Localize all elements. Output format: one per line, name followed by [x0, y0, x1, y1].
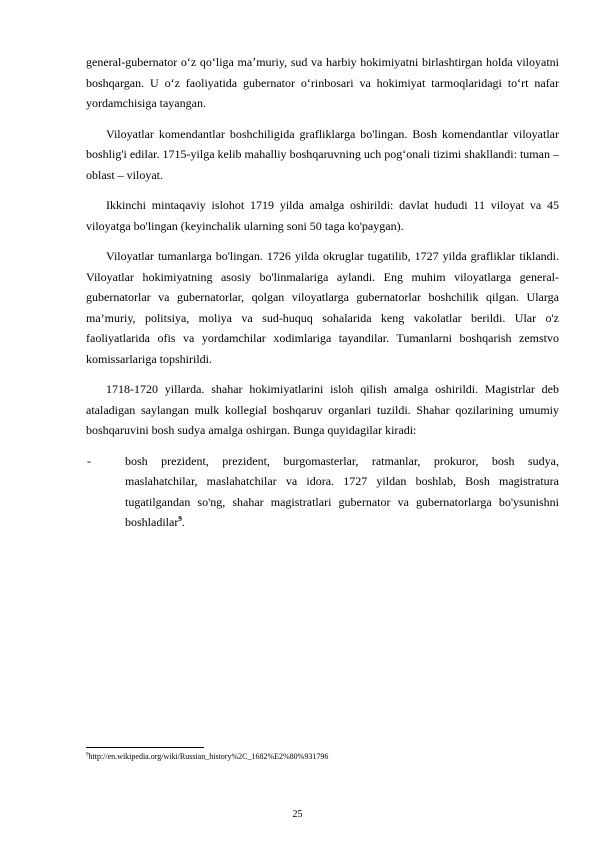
dash-list [86, 451, 559, 533]
list-item-text: bosh prezident, prezident, burgomasterlar, ratmanlar, prokuror, bosh sudya, maslahatchilar, maslahatchilar va idora. 1727 yildan boshlab, Bosh magistratura tugatilgandan so'ng, shahar magistratlari gubernator va gubernatorlarga bo'ysunishni boshladilar [125, 453, 559, 529]
body-text [86, 52, 559, 533]
footnote-reference[interactable]: 9 [178, 515, 182, 523]
list-item-text-block: bosh prezident, prezident, burgomasterlar, ratmanlar, prokuror, bosh sudya, maslahatchilar, maslahatchilar va idora. 1727 yildan boshlab, Bosh magistratura tugatilgandan so'ng, shahar magistratlari gubernator va gubernatorlarga bo'ysunishni boshladilar$^9$. [125, 453, 559, 529]
list-item [86, 451, 559, 533]
paragraph-5: 1718-1720 yillarda. shahar hokimiyatlarini isloh qilish amalga oshirildi. Magistrlar deb ataladigan saylangan mulk kollegial boshqaruv organlari tuzildi. Shahar qozilarining umumiy boshqaruvini bosh sudya amalga oshirgan. Bunga quyidagilar kiradi: [86, 382, 559, 437]
footnote-number: 9 [86, 752, 89, 758]
page-number: 25 [292, 809, 303, 820]
footnote-link[interactable]: http://en.wikipedia.org/wiki/Russian_history%2C_1682%E2%80%931796 [88, 752, 329, 761]
footnote [86, 751, 566, 762]
paragraph-2: Viloyatlar komendantlar boshchiligida grafliklarga bo'lingan. Bosh komendantlar viloyatlar boshlig'i edilar. 1715-yilga kelib mahalliy boshqaruvning uch pogʻonali tizimi shakllandi: tuman – oblast – viloyat. [86, 126, 559, 182]
paragraph-1: general-gubernator oʻz qoʻliga maʼmuriy, sud va harbiy hokimiyatni birlashtirgan holda viloyatni boshqargan. U oʻz faoliyatida gubernator oʻrinbosari va hokimiyat tarmoqlaridagi toʻrt nafar yordamchisiga tayangan. [86, 55, 559, 110]
footnote-separator [86, 747, 204, 748]
list-dash-marker: - [87, 453, 91, 468]
paragraph-4: Viloyatlar tumanlarga bo'lingan. 1726 yilda okruglar tugatilib, 1727 yilda grafliklar tiklandi. Viloyatlar hokimiyatning asosiy bo'linmalariga aylandi. Eng muhim viloyatlarga general-gubernatorlar va gubernatorlar, qolgan viloyatlarga gubernatorlar boshchilik qilgan. Ularga ma’muriy, politsiya, moliya va sud-huquq sohalarida keng vakolatlar berildi. Ular o'z faoliyatlarida ofis va yordamchilar xodimlariga tayandilar. Tumanlarni boshqarish zemstvo komissarlariga topshirildi. [86, 249, 559, 366]
paragraph-3: Ikkinchi mintaqaviy islohot 1719 yilda amalga oshirildi: davlat hududi 11 viloyat va 45 viloyatga bo'lingan (keyinchalik ularning soni 50 taga ko'paygan). [86, 198, 559, 233]
